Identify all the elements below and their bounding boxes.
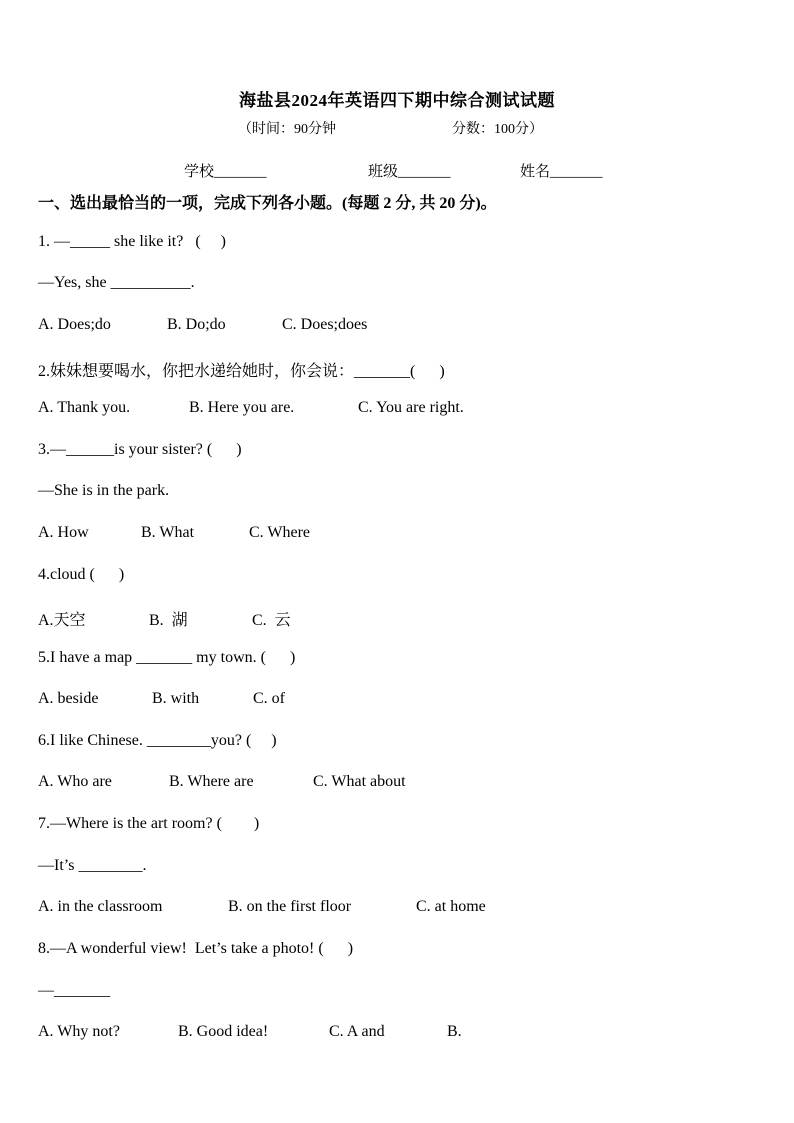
question-1-answer-line: —Yes, she __________. [38, 274, 195, 291]
section-heading: 一、选出最恰当的一项，完成下列各小题。(每题 2 分, 共 20 分)。 [38, 195, 497, 212]
question-6-option-a: A. Who are [38, 773, 112, 790]
question-3-option-c: C. Where [249, 524, 311, 541]
question-3-option-a: A. How [38, 524, 89, 541]
school-field: 学校_______ [184, 164, 267, 180]
question-5-option-b: B. with [152, 690, 200, 707]
question-2-option-a: A. Thank you. [38, 399, 131, 416]
question-7-option-b: B. on the first floor [228, 898, 352, 915]
question-4-option-a: A.天空 [38, 612, 86, 629]
question-6-option-b: B. Where are [169, 773, 254, 790]
question-8-option-c: C. A and [329, 1023, 385, 1040]
exam-time: （时间：90分钟 [238, 122, 336, 137]
question-3-answer-line: —She is in the park. [38, 482, 170, 499]
question-5-option-a: A. beside [38, 690, 99, 707]
question-8-answer-line: —_______ [38, 982, 110, 999]
name-field: 姓名_______ [520, 164, 603, 180]
question-2-option-c: C. You are right. [358, 399, 464, 416]
question-2-option-b: B. Here you are. [189, 399, 295, 416]
question-6-option-c: C. What about [313, 773, 406, 790]
question-8-option-b-trailing: B. [447, 1023, 462, 1040]
class-field: 班级_______ [368, 164, 451, 180]
question-3-option-b: B. What [141, 524, 195, 541]
question-1-option-c: C. Does;does [282, 316, 368, 333]
question-5-stem: 5.I have a map _______ my town. ( ) [38, 649, 296, 666]
question-3-stem: 3.—______is your sister? ( ) [38, 441, 242, 458]
question-1-stem: 1. —_____ she like it? ( ) [38, 233, 226, 250]
question-5-option-c: C. of [253, 690, 285, 707]
question-4-stem: 4.cloud ( ) [38, 566, 125, 583]
question-4-option-b: B. 湖 [149, 612, 188, 629]
question-2-stem: 2.妹妹想要喝水，你把水递给她时，你会说：_______( ) [38, 363, 445, 380]
page-title: 海盐县2024年英语四下期中综合测试试题 [239, 91, 555, 110]
question-4-option-c: C. 云 [252, 612, 291, 629]
question-7-option-a: A. in the classroom [38, 898, 163, 915]
question-7-answer-line: —It’s ________. [38, 857, 147, 874]
question-8-option-b: B. Good idea! [178, 1023, 269, 1040]
question-7-stem: 7.—Where is the art room? ( ) [38, 815, 260, 832]
question-8-option-a: A. Why not? [38, 1023, 120, 1040]
question-6-stem: 6.I like Chinese. ________you? ( ) [38, 732, 277, 749]
question-1-option-b: B. Do;do [167, 316, 226, 333]
question-8-stem: 8.—A wonderful view! Let’s take a photo! ( ) [38, 940, 354, 957]
question-7-option-c: C. at home [416, 898, 486, 915]
exam-score: 分数：100分） [452, 122, 543, 137]
question-1-option-a: A. Does;do [38, 316, 111, 333]
